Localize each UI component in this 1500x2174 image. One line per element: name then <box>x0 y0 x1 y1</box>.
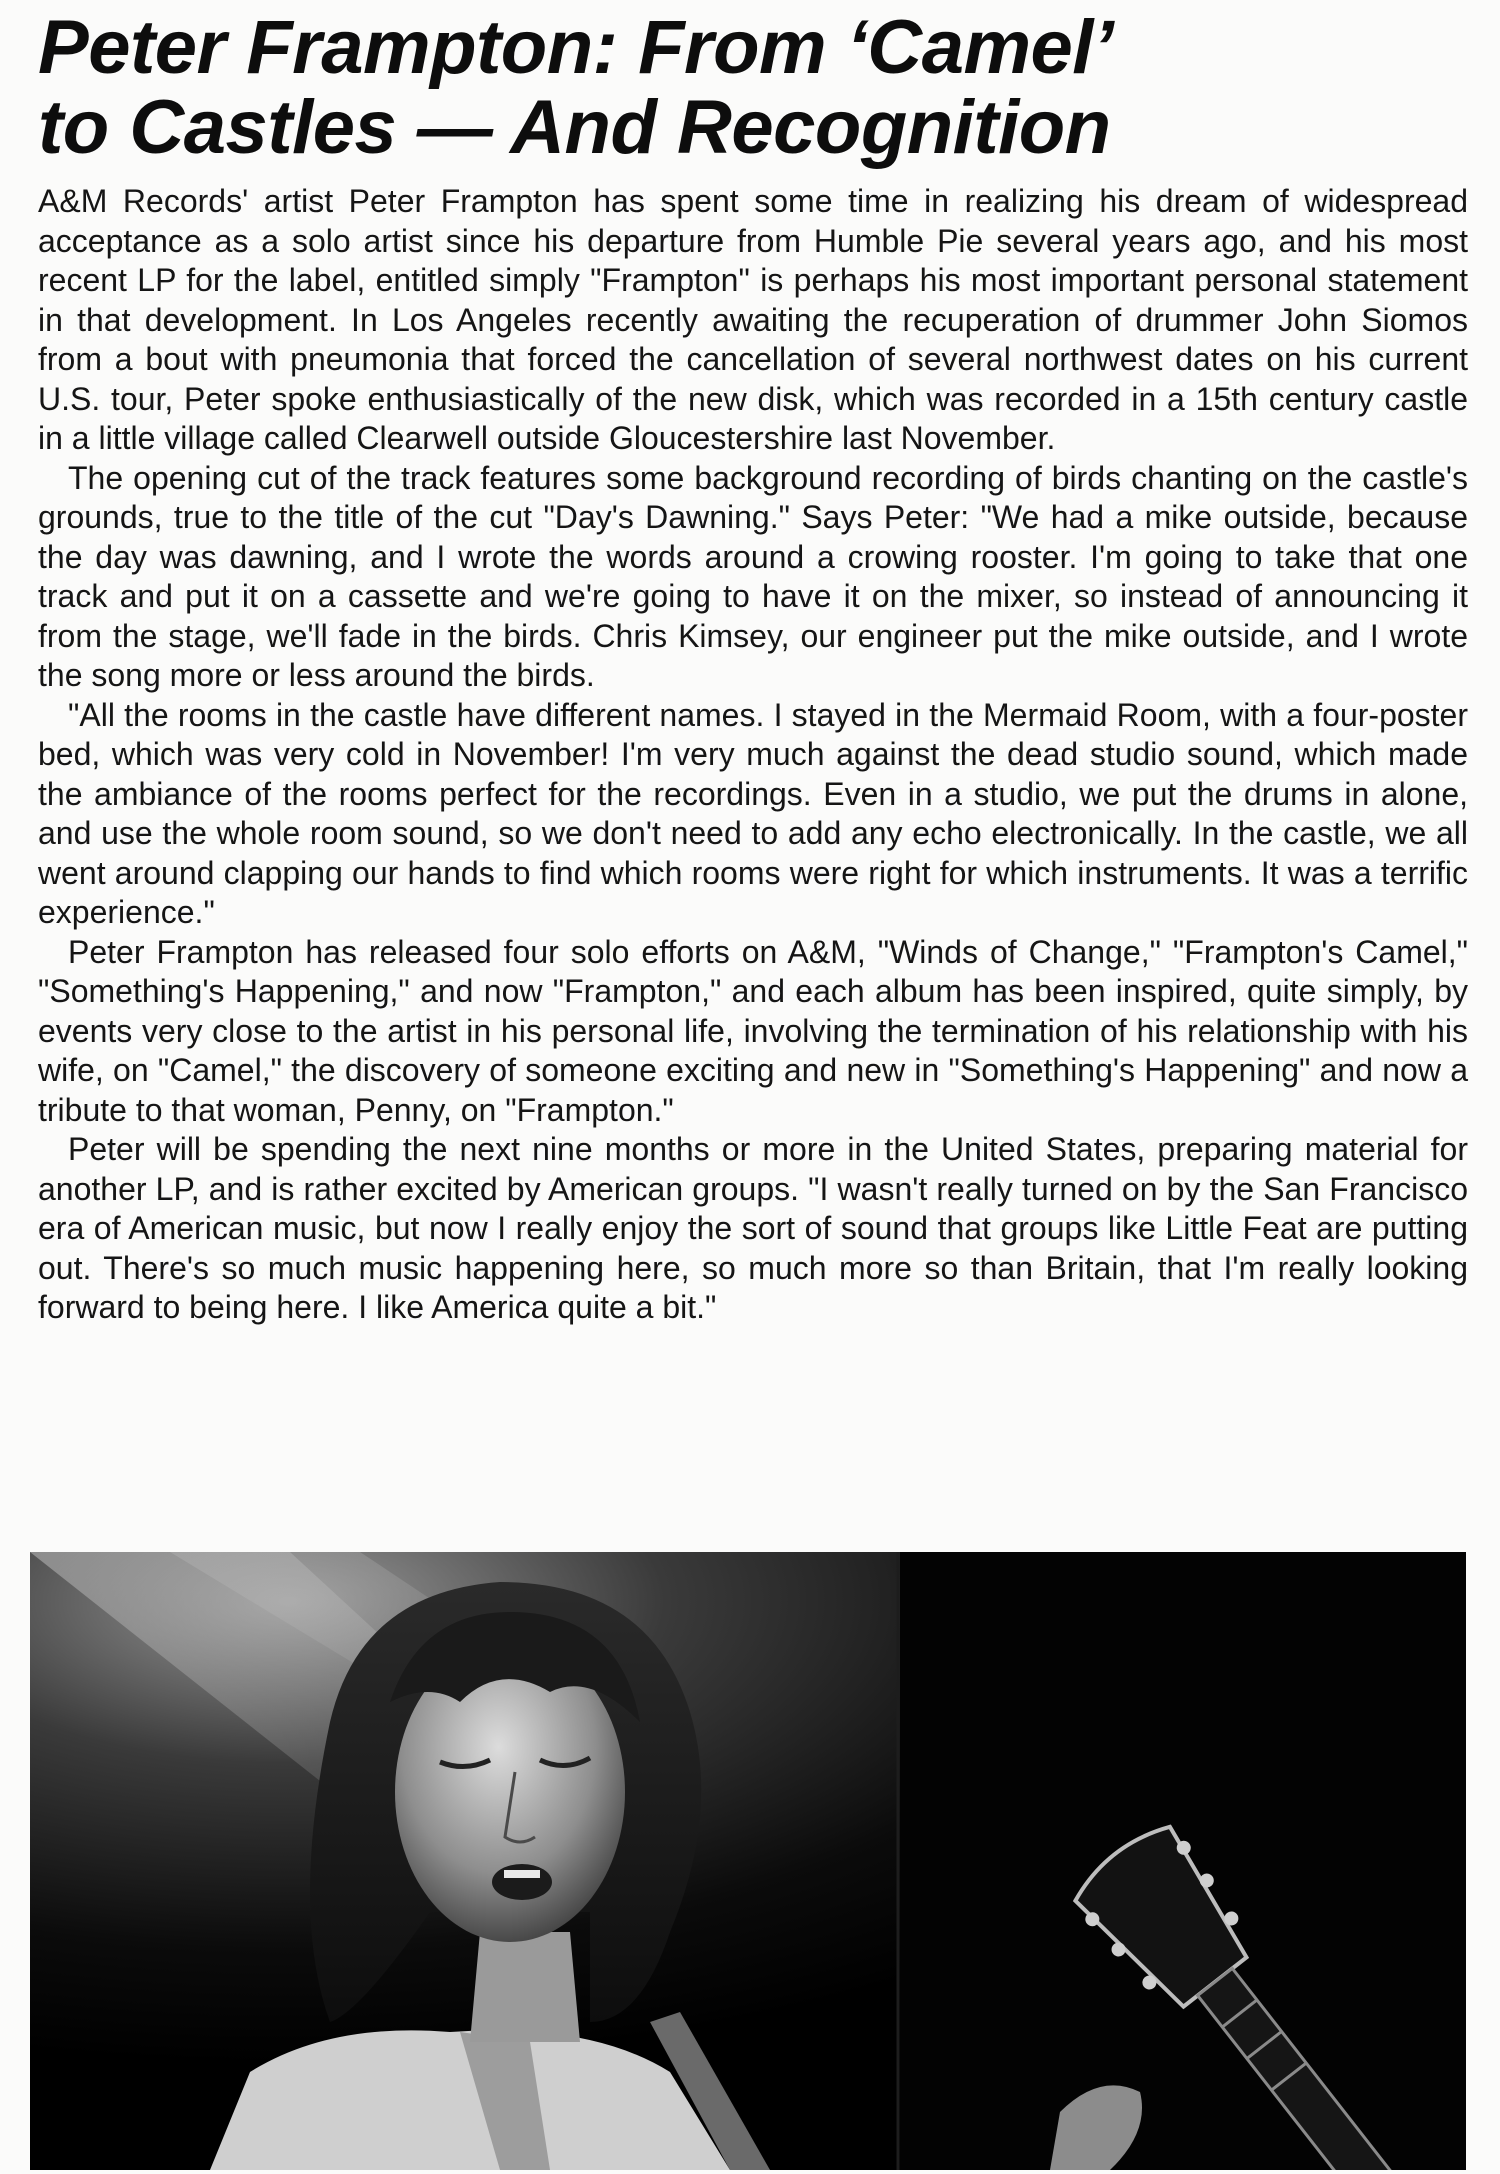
paragraph-3: "All the rooms in the castle have different names. I stayed in the Mermaid Room, with a four-poster bed, which was very cold in November! I'm very much against the dead studio sound, which made the ambiance of the rooms perfect for the recordings. Even in a studio, we put the drums in alone, and use the whole room sound, so we don't need to add any echo electronically. In the castle, we all went around clapping our hands to find which rooms were right for which instruments. It was a terrific experience." <box>38 696 1468 930</box>
performer-photo <box>30 1552 1466 2170</box>
paragraph-1: A&M Records' artist Peter Frampton has spent some time in realizing his dream of widespread acceptance as a solo artist since his departure from Humble Pie several years ago, and his most recent LP for the label, entitled simply "Frampton" is perhaps his most important personal statement in that development. In Los Angeles recently awaiting the recuperation of drummer John Siomos from a bout with pneumonia that forced the cancellation of several northwest dates on his current U.S. tour, Peter spoke enthusiastically of the new disk, which was recorded in a 15th century castle in a little village called Clearwell outside Gloucestershire last November. <box>38 183 1468 456</box>
paragraph-2: The opening cut of the track features some background recording of birds chanting on the castle's grounds, true to the title of the cut "Day's Dawning." Says Peter: "We had a mike outside, because the day was dawning, and I wrote the words around a crowing rooster. I'm going to take that one track and put it on a cassette and we're going to have it on the mixer, so instead of announcing it from the stage, we'll fade in the birds. Chris Kimsey, our engineer put the mike outside, and I wrote the song more or less around the birds. <box>38 459 1468 693</box>
article-headline <box>38 5 1468 170</box>
paragraph-4: Peter Frampton has released four solo efforts on A&M, "Winds of Change," "Frampton's Camel," "Something's Happening," and now "Frampton," and each album has been inspired, quite simply, by events very close to the artist in his personal life, involving the termination of his relationship with his wife, on "Camel," the discovery of someone exciting and new in "Something's Happening" and now a tribute to that woman, Penny, on "Frampton." <box>38 933 1468 1128</box>
paragraph-5: Peter will be spending the next nine months or more in the United States, preparing material for another LP, and is rather excited by American groups. "I wasn't really turned on by the San Francisco era of American music, but now I really enjoy the sort of sound that groups like Little Feat are putting out. There's so much music happening here, so much more so than Britain, that I'm really looking forward to being here. I like America quite a bit." <box>38 1131 1468 1325</box>
headline-line-2: to Castles — And Recognition <box>38 85 1111 170</box>
performer-photo-illustration <box>30 1552 1466 2170</box>
headline-line-1: Peter Frampton: From ‘Camel’ <box>38 5 1114 90</box>
article-body <box>38 182 1468 1328</box>
